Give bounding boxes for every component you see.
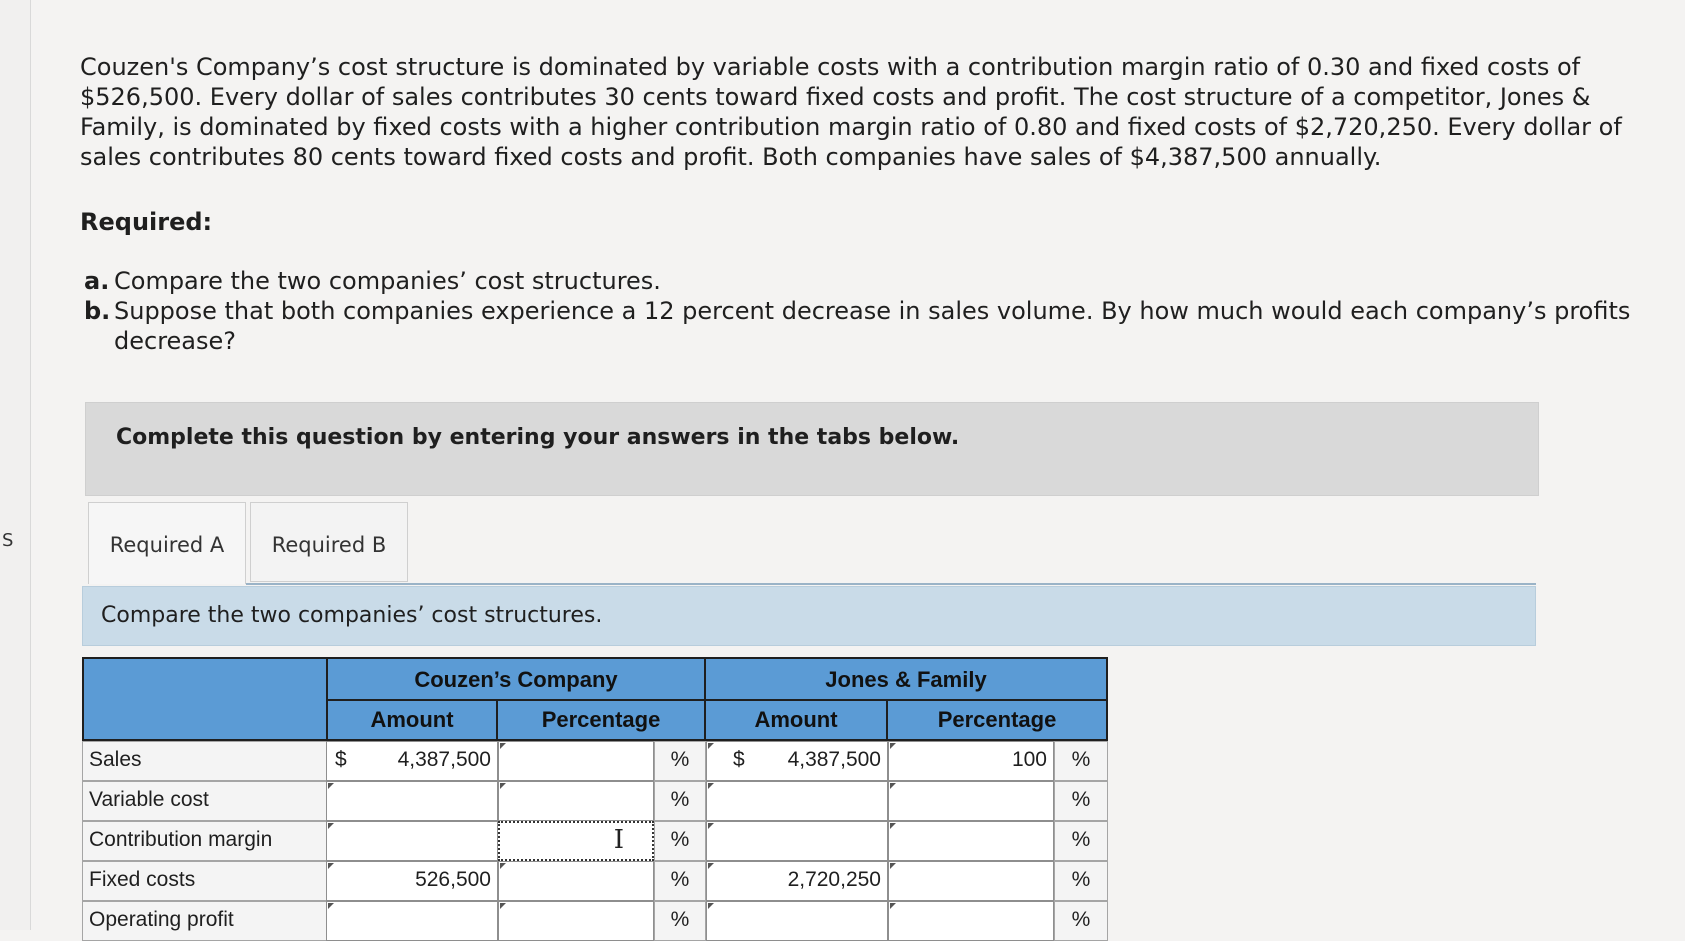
dollar-sign: $ (733, 748, 745, 771)
contribution-margin-couzens-pct-input[interactable] (498, 821, 654, 861)
requirement-a-mark: a. (84, 267, 110, 295)
pct-symbol: % (654, 781, 706, 821)
requirements-list (80, 266, 1640, 356)
operating-profit-couzens-pct-input[interactable] (498, 901, 654, 941)
sales-jones-amount[interactable] (706, 741, 888, 781)
variable-cost-couzens-amount-input[interactable] (326, 781, 498, 821)
pct-symbol: % (1054, 741, 1108, 781)
fixed-costs-couzens-pct-input[interactable] (498, 861, 654, 901)
tab-required-a[interactable]: Required A (88, 502, 246, 584)
sales-jones-pct[interactable]: 100 (888, 741, 1054, 781)
variable-cost-jones-amount-input[interactable] (706, 781, 888, 821)
operating-profit-jones-pct-input[interactable] (888, 901, 1054, 941)
pct-symbol: % (1054, 861, 1108, 901)
pct-symbol: % (654, 821, 706, 861)
pct-symbol: % (1054, 821, 1108, 861)
row-label-variable-cost: Variable cost (82, 781, 328, 821)
contribution-margin-jones-pct-input[interactable] (888, 821, 1054, 861)
row-label-contribution-margin: Contribution margin (82, 821, 328, 861)
problem-statement: Couzen's Company’s cost structure is dominated by variable costs with a contribution margin ratio of 0.30 and fixed costs of $526,500. Every dollar of sales contributes 30 cents toward fixed costs and profit. The cost structure of a competitor, Jones & Family, is dominated by fixed costs with a higher contribution margin ratio of 0.80 and fixed costs of $2,720,250. Every dollar of sales contributes 80 cents toward fixed costs and profit. Both companies have sales of $4,387,500 annually. (80, 53, 1622, 171)
dollar-sign: $ (335, 748, 347, 771)
pct-symbol: % (654, 901, 706, 941)
required-heading: Required: (80, 208, 213, 236)
company2-amount-header: Amount (704, 699, 888, 741)
company2-percentage-header: Percentage (886, 699, 1108, 741)
pct-symbol: % (1054, 901, 1108, 941)
tab-divider (246, 583, 1536, 585)
table-corner-header (82, 657, 328, 741)
tab-required-b[interactable]: Required B (250, 502, 408, 582)
requirement-b (80, 296, 1640, 356)
operating-profit-jones-amount-input[interactable] (706, 901, 888, 941)
variable-cost-jones-pct-input[interactable] (888, 781, 1054, 821)
instruction-text: Complete this question by entering your answers in the tabs below. (116, 425, 960, 450)
row-label-fixed-costs: Fixed costs (82, 861, 328, 901)
fixed-costs-couzens-amount[interactable]: 526,500 (326, 861, 498, 901)
pct-symbol: % (654, 861, 706, 901)
contribution-margin-jones-amount-input[interactable] (706, 821, 888, 861)
variable-cost-couzens-pct-input[interactable] (498, 781, 654, 821)
company1-amount-header: Amount (326, 699, 498, 741)
requirement-a-text: Compare the two companies’ cost structures. (114, 267, 661, 295)
contribution-margin-couzens-amount-input[interactable] (326, 821, 498, 861)
text-cursor-icon: I (613, 825, 624, 855)
sales-couzens-amount[interactable] (326, 741, 498, 781)
prompt-bar (82, 586, 1536, 646)
operating-profit-couzens-amount-input[interactable] (326, 901, 498, 941)
company2-header: Jones & Family (704, 657, 1108, 701)
prompt-text: Compare the two companies’ cost structures. (101, 603, 603, 628)
edge-letter: S (2, 530, 14, 551)
requirement-a (80, 266, 1640, 296)
sales-couzens-pct-input[interactable] (498, 741, 654, 781)
company1-percentage-header: Percentage (496, 699, 706, 741)
sales-jones-amount-value: 4,387,500 (787, 748, 881, 771)
row-label-operating-profit: Operating profit (82, 901, 328, 941)
fixed-costs-jones-amount[interactable]: 2,720,250 (706, 861, 888, 901)
instruction-box (85, 402, 1539, 496)
requirement-b-mark: b. (84, 297, 111, 325)
sales-couzens-amount-value: 4,387,500 (397, 748, 491, 771)
left-sidebar-edge (0, 0, 31, 930)
pct-symbol: % (1054, 781, 1108, 821)
fixed-costs-jones-pct-input[interactable] (888, 861, 1054, 901)
row-label-sales: Sales (82, 741, 328, 781)
requirement-b-text: Suppose that both companies experience a 12 percent decrease in sales volume. By how much would each company’s profits decrease? (114, 297, 1631, 355)
pct-symbol: % (654, 741, 706, 781)
company1-header: Couzen’s Company (326, 657, 706, 701)
